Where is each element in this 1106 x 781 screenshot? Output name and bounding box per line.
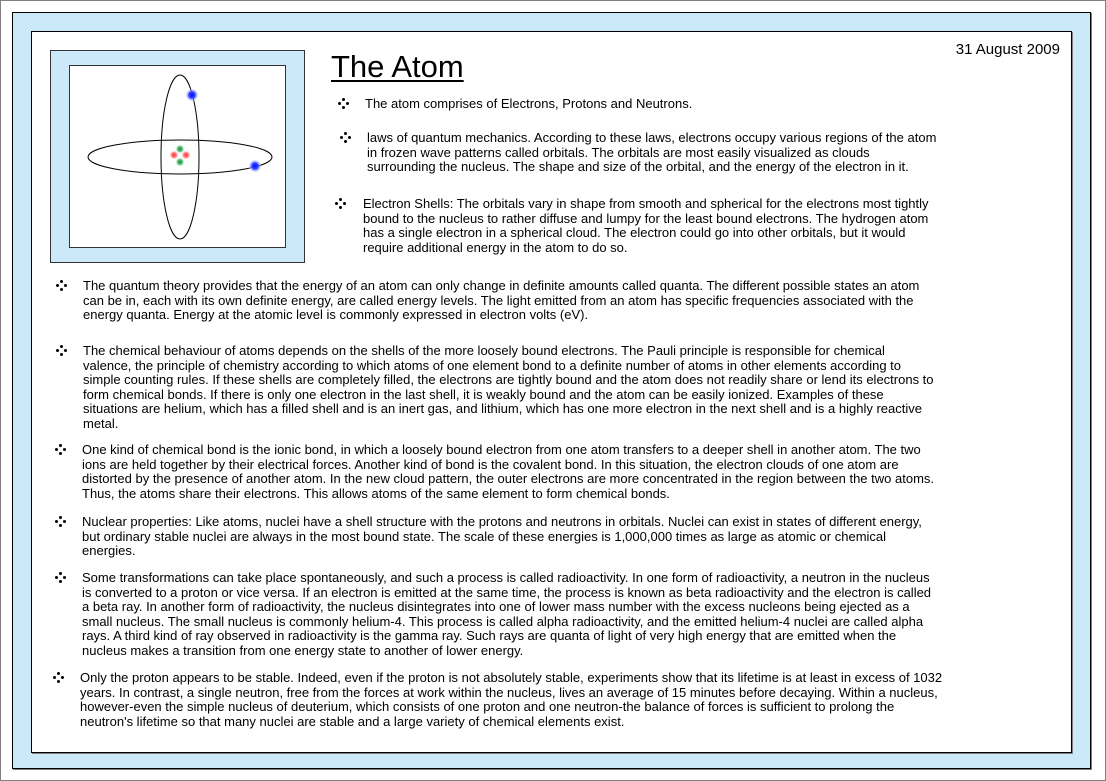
atom-figure-panel <box>50 50 305 263</box>
bullet-item <box>56 344 1056 431</box>
bullet-line: One kind of chemical bond is the ionic bond, in which a loosely bound electron from one atom transfers to a deeper shell in another atom. The two <box>82 442 921 457</box>
bullet-item <box>53 671 1053 729</box>
bullet-line: situations are helium, which has a filled shell and is an inert gas, and lithium, which has one more electron in the next shell and is a highly reactive <box>83 401 922 416</box>
bullet-line: can be in, each with its own definite energy, are called energy levels. The light emitted from an atom has specific frequencies associated with the <box>83 292 914 308</box>
bullet-line: energies. <box>82 543 136 558</box>
bullet-item <box>338 97 1038 112</box>
bullet-line: metal. <box>83 415 119 431</box>
bullet-item <box>55 443 1055 501</box>
bullet-item <box>335 197 1040 255</box>
bullet-line: neutron's lifetime so that many nuclei are stable and a large variety of chemical elements exist. <box>80 713 625 729</box>
bullet-line: rays. A third kind of ray observed in radioactivity is the gamma ray. Such rays are quanta of light of very high energy that are emitted when the <box>82 628 897 643</box>
bullet-line: bound to the nucleus to rather diffuse and lumpy for the least bound electrons. The hydrogen atom <box>363 210 929 226</box>
bullet-line: Electron Shells: The orbitals vary in shape from smooth and spherical for the electrons most tightly <box>363 196 929 211</box>
bullet-line: Only the proton appears to be stable. Indeed, even if the proton is not absolutely stable, experiments show that its lifetime is at least in excess of 1032 <box>80 670 943 685</box>
atom-diagram-icon <box>70 66 285 247</box>
bullet-line: however-even the simple nucleus of deuterium, which consists of one proton and one neutron-the balance of forces is sufficient to prolong the <box>80 699 895 714</box>
bullet-item <box>55 571 1055 658</box>
diamond-bullet-icon <box>335 197 349 213</box>
bullet-line: valence, the principle of chemistry according to which atoms of one element bond to a definite number of atoms in other elements according to <box>83 357 902 373</box>
bullet-line: Thus, the atoms share their electrons. This allows atoms of the same element to form chemical bonds. <box>82 485 670 501</box>
bullet-line: The chemical behaviour of atoms depends on the shells of the more loosely bound electrons. The Pauli principle is responsible for chemical <box>83 343 885 358</box>
bullet-item <box>340 131 1040 175</box>
diamond-bullet-icon <box>338 97 352 113</box>
bullet-line: in frozen wave patterns called orbitals. The orbitals are most easily visualized as clouds <box>367 144 870 160</box>
diamond-bullet-icon <box>55 571 69 587</box>
bullet-line: Nuclear properties: Like atoms, nuclei have a shell structure with the protons and neutrons in orbitals. Nuclei can exist in states of different energy, <box>82 514 922 529</box>
bullet-item <box>56 279 1056 323</box>
date-label: 31 August 2009 <box>955 41 1060 58</box>
bullet-text: The atom comprises of Electrons, Protons and Neutrons. <box>365 96 693 111</box>
bullet-line: years. In contrast, a single neutron, free from the forces at work within the nucleus, lives an average of 15 minutes before decaying. Within a nucleus, <box>80 684 938 700</box>
bullet-line: distorted by the presence of another atom. In the new cloud pattern, the outer electrons are more concentrated in the region between the two atoms. <box>82 471 935 486</box>
bullet-item <box>55 515 1055 559</box>
bullet-line: energy quanta. Energy at the atomic level is commonly expressed in electron volts (eV). <box>83 307 589 322</box>
atom-figure <box>69 65 286 248</box>
bullet-line: small nucleus. The small nucleus is commonly helium-4. This process is called alpha radioactivity, and the emitted helium-4 nuclei are called alpha <box>82 613 924 629</box>
bullet-line: The quantum theory provides that the energy of an atom can only change in definite amounts called quanta. The different possible states an atom <box>83 278 920 293</box>
bullet-line: laws of quantum mechanics. According to these laws, electrons occupy various regions of the atom <box>367 130 937 145</box>
bullet-line: form chemical bonds. If there is only one electron in the last shell, it is weakly bound and the atom can be easily ionized. Examples of these <box>83 386 884 402</box>
page-title: The Atom <box>331 49 464 84</box>
bullet-line: a beta ray. In another form of radioactivity, the nucleus disintegrates into one of lower mass number with the excess nucleons being ejected as a <box>82 599 910 614</box>
bullet-line: but ordinary stable nuclei are always in the most bound state. The scale of these energies is 1,000,000 times as large as atomic or chemical <box>82 528 887 544</box>
diamond-bullet-icon <box>55 443 69 459</box>
bullet-line: has a single electron in a spherical cloud. The electron could go into other orbitals, but it would <box>363 225 906 240</box>
diamond-bullet-icon <box>56 344 70 360</box>
diamond-bullet-icon <box>340 131 354 147</box>
bullet-line: require additional energy in the atom to do so. <box>363 239 628 255</box>
diamond-bullet-icon <box>55 515 69 531</box>
bullet-line: is converted to a proton or vice versa. If an electron is emitted at the same time, the process is known as beta radioactivity and the electron is called <box>82 584 932 600</box>
bullet-line: surrounding the nucleus. The shape and size of the orbital, and the energy of the electron in it. <box>367 159 909 174</box>
bullet-line: nucleus makes a transition from one energy state to another of lower energy. <box>82 642 524 658</box>
bullet-line: simple counting rules. If these shells are completely filled, the electrons are tightly bound and the atom does not readily share or lend its electrons to <box>83 372 934 387</box>
bullet-line: ions are held together by their electrical forces. Another kind of bond is the covalent bond. In this situation, the electron clouds of one atom are <box>82 456 899 472</box>
diamond-bullet-icon <box>53 671 67 687</box>
diamond-bullet-icon <box>56 279 70 295</box>
bullet-line: Some transformations can take place spontaneously, and such a process is called radioactivity. In one form of radioactivity, a neutron in the nucleus <box>82 570 930 585</box>
